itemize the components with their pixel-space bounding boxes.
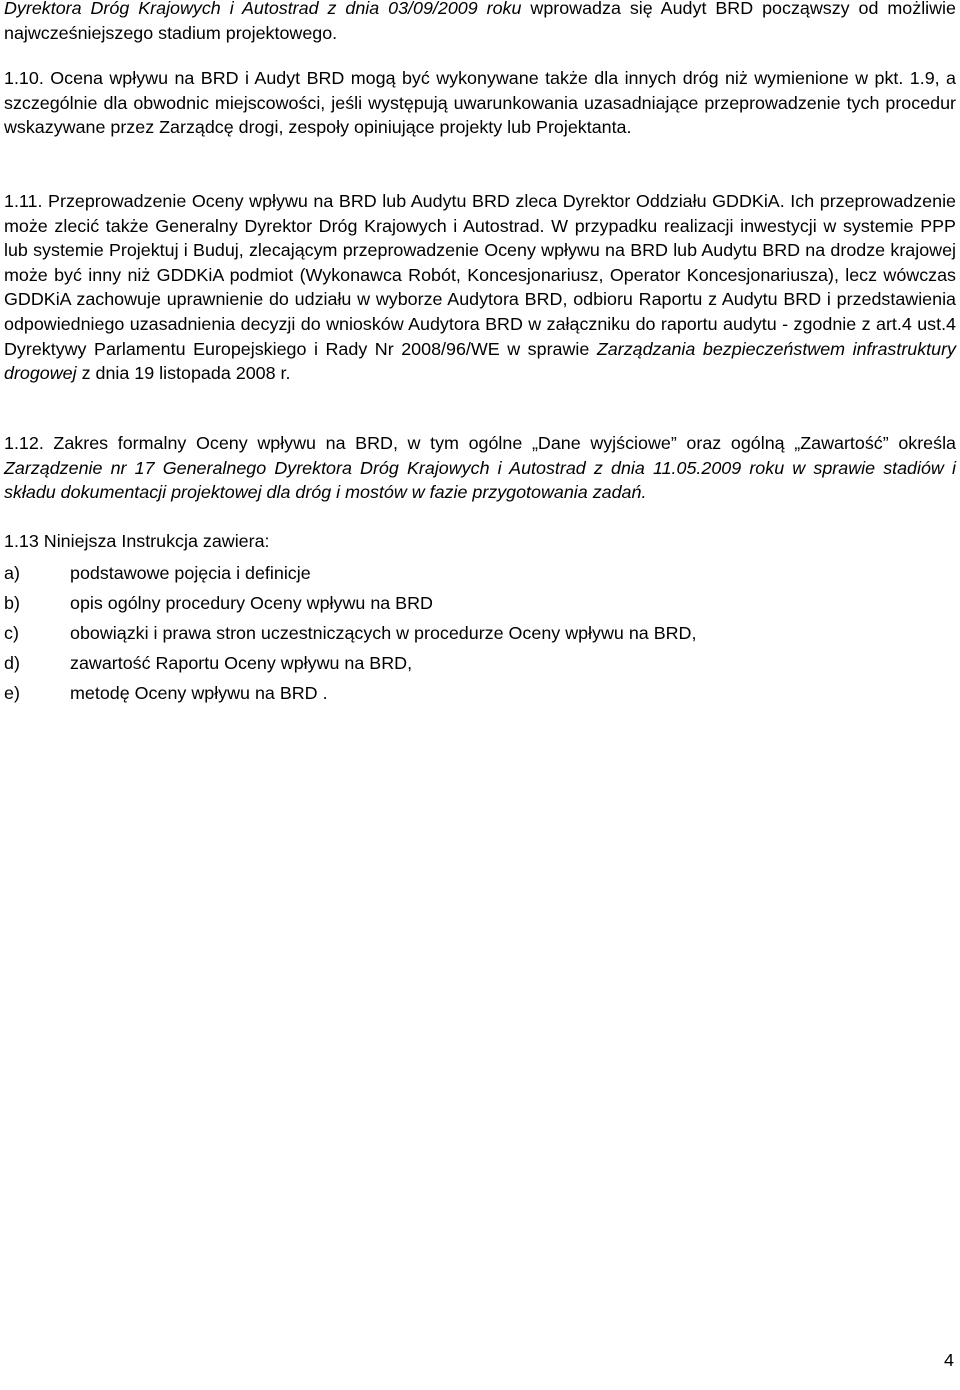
paragraph-1-12-italic-reference: Zarządzenie nr 17 Generalnego Dyrektora Dróg Krajowych i Autostrad z dnia 11.05.2009 roku w sprawie stadiów i składu dokumentacji projektowej dla dróg i mostów w fazie przygotowania zadań. (4, 457, 956, 503)
list-item-text: zawartość Raportu Oceny wpływu na BRD, (70, 653, 413, 673)
list-item-marker: e) (4, 683, 20, 703)
list-item-text: metodę Oceny wpływu na BRD . (70, 683, 328, 703)
list-item-marker: a) (4, 563, 20, 583)
list-item-text: podstawowe pojęcia i definicje (70, 563, 311, 583)
list-item (4, 558, 956, 588)
list-item (4, 618, 956, 648)
paragraph-intro (4, 0, 956, 45)
paragraph-1-11-date: z dnia 19 listopada 2008 r. (76, 363, 291, 384)
list-item-marker: b) (4, 593, 20, 613)
paragraph-1-12-text: 1.12. Zakres formalny Oceny wpływu na BRD, w tym ogólne „Dane wyjściowe” oraz ogólną „Zawartość” określa (4, 433, 956, 453)
list-item (4, 648, 956, 678)
paragraph-1-11-text: 1.11. Przeprowadzenie Oceny wpływu na BRD lub Audytu BRD zleca Dyrektor Oddziału GDDKiA. Ich przeprowadzenie może zlecić także Generalny Dyrektor Dróg Krajowych i Autostrad. W przypadku realizacji inwestycji w systemie PPP lub systemie Projektuj i Buduj, zlecającym przeprowadzenie Oceny wpływu na BRD lub Audytu BRD na drodze krajowej może być inny niż GDDKiA podmiot (Wykonawca Robót, Koncesjonariusz, Operator Koncesjonariusza), lecz wówczas GDDKiA zachowuje uprawnienie do udziału w wyborze Audytora BRD, odbioru Raportu z Audytu BRD i przedstawienia odpowiedniego uzasadnienia decyzji do wniosków Audytora BRD w załączniku do raportu audytu - zgodnie z art.4 ust.4 Dyrektywy Parlamentu Europejskiego i Rady Nr 2008/96/WE w sprawie (4, 191, 956, 359)
page-number: 4 (944, 1350, 954, 1370)
paragraph-1-11-italic-title: Zarządzania bezpieczeństwem infrastruktury drogowej (4, 338, 956, 384)
paragraph-1-10-text: 1.10. Ocena wpływu na BRD i Audyt BRD mogą być wykonywane także dla innych dróg niż wymienione w pkt. 1.9, a szczególnie dla obwodnic miejscowości, jeśli występują uwarunkowania uzasadniające przeprowadzenie tych procedur wskazywane przez Zarządcę drogi, zespoły opiniujące projekty lub Projektanta. (4, 68, 956, 138)
intro-italic-text: Dyrektora Dróg Krajowych i Autostrad z dnia 03/09/2009 roku (4, 0, 522, 18)
paragraph-1-12 (4, 431, 956, 505)
paragraph-1-11 (4, 189, 956, 386)
list-item-marker: c) (4, 623, 19, 643)
contents-list (4, 558, 956, 708)
paragraph-1-10 (4, 66, 956, 140)
list-item-text: opis ogólny procedury Oceny wpływu na BRD (70, 593, 433, 613)
list-item-text: obowiązki i prawa stron uczestniczących w procedurze Oceny wpływu na BRD, (70, 623, 697, 643)
list-item (4, 588, 956, 618)
paragraph-1-13-text: 1.13 Niniejsza Instrukcja zawiera: (4, 531, 270, 551)
intro-text: wprowadza się Audyt BRD począwszy od możliwie najwcześniejszego stadium projektowego. (4, 0, 956, 43)
paragraph-1-13 (4, 529, 956, 554)
list-item-marker: d) (4, 653, 20, 673)
list-item (4, 678, 956, 708)
